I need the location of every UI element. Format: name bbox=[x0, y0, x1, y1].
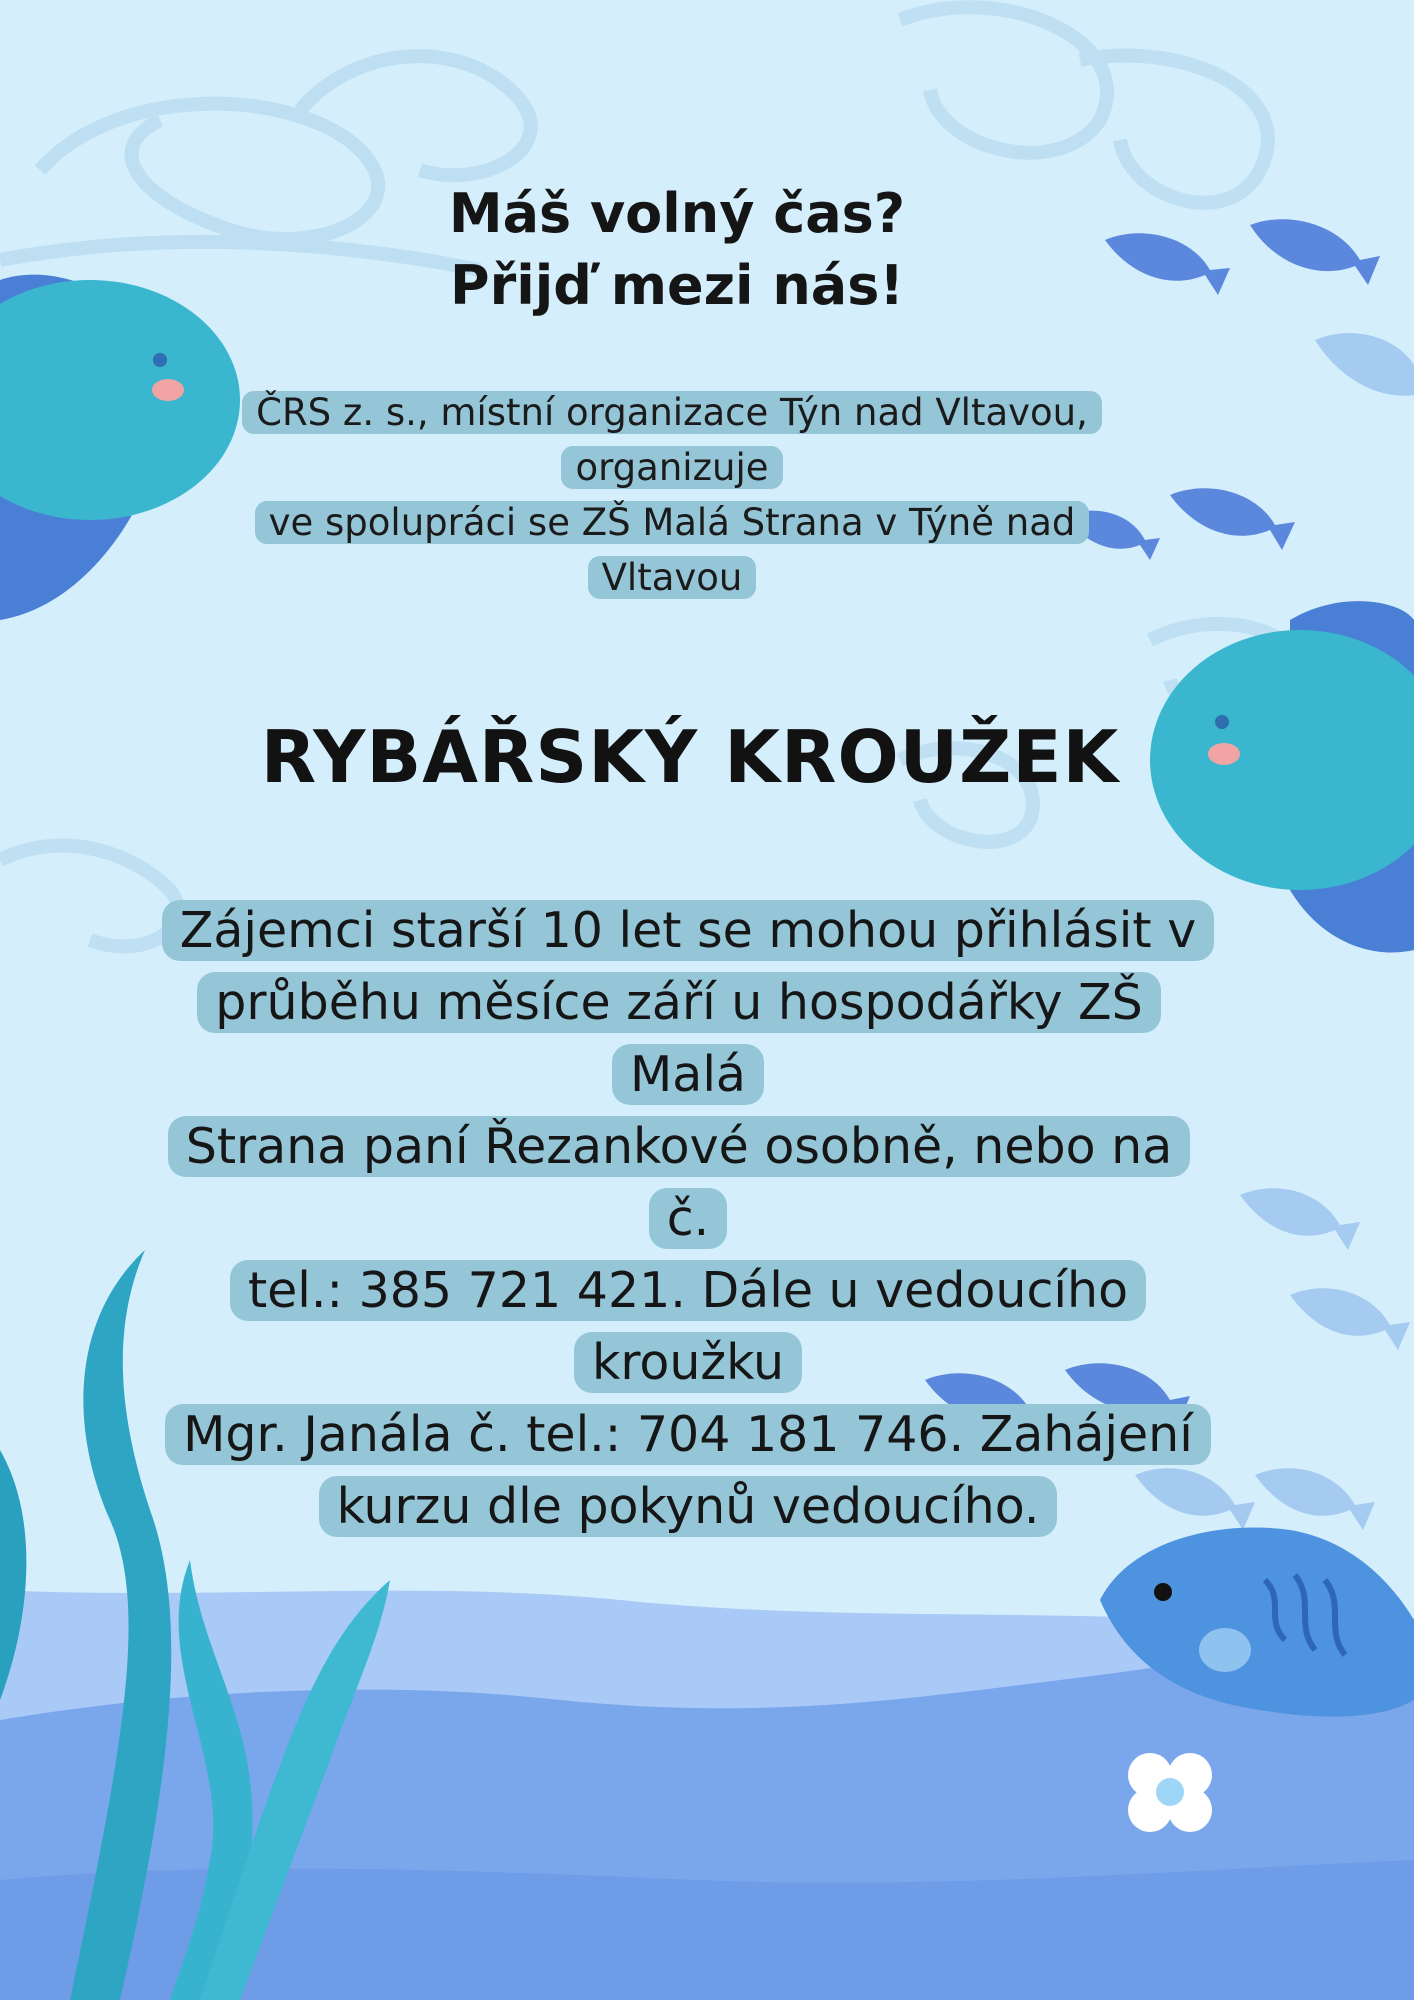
organizer-text bbox=[232, 385, 1112, 605]
info-text bbox=[148, 895, 1228, 1543]
organizer-line-2: organizuje bbox=[232, 440, 1112, 495]
headline-line-2: Přijď mezi nás! bbox=[450, 254, 904, 317]
club-title: RYBÁŘSKÝ KROUŽEK bbox=[260, 715, 1120, 799]
headline-line-1: Máš volný čas? bbox=[448, 182, 906, 245]
headline bbox=[357, 178, 997, 322]
info-line-5: Mgr. Janála č. tel.: 704 181 746. Zahájení bbox=[148, 1399, 1228, 1471]
info-line-4: tel.: 385 721 421. Dále u vedoucího kroužku bbox=[148, 1255, 1228, 1399]
organizer-line-1: ČRS z. s., místní organizace Týn nad Vltavou, bbox=[232, 385, 1112, 440]
organizer-line-4: Vltavou bbox=[232, 550, 1112, 605]
organizer-line-3: ve spolupráci se ZŠ Malá Strana v Týně nad bbox=[232, 495, 1112, 550]
info-line-2: průběhu měsíce září u hospodářky ZŠ Malá bbox=[148, 967, 1228, 1111]
info-line-3: Strana paní Řezankové osobně, nebo na č. bbox=[148, 1111, 1228, 1255]
info-line-1: Zájemci starší 10 let se mohou přihlásit v bbox=[148, 895, 1228, 967]
info-line-6: kurzu dle pokynů vedoucího. bbox=[148, 1471, 1228, 1543]
